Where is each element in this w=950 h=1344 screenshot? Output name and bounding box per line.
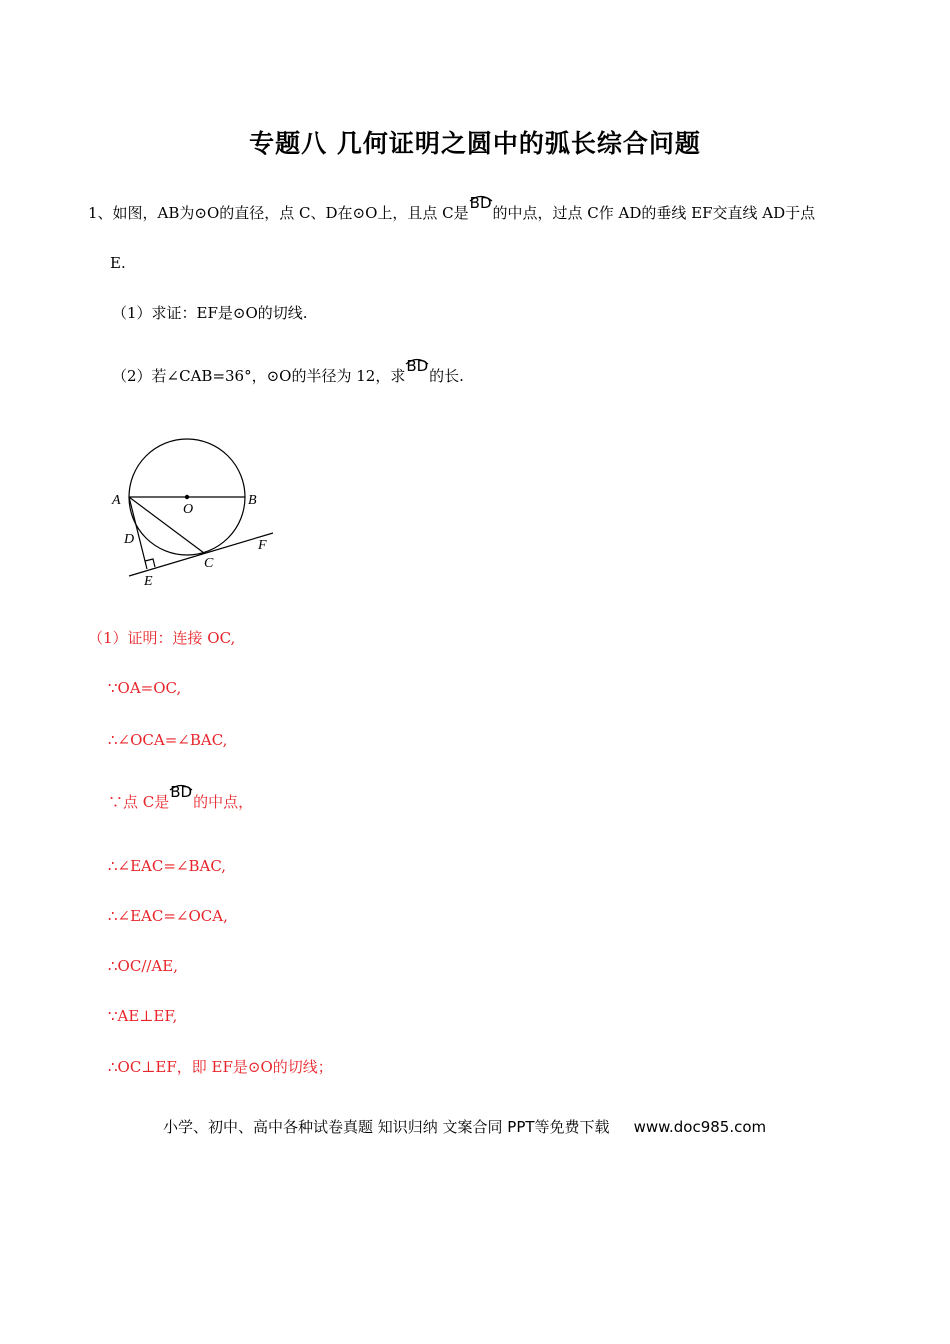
solution-step-9: ∴OC⊥EF，即 EF是⊙O的切线； xyxy=(108,1058,333,1076)
solution-step-3: ∴∠OCA=∠BAC, xyxy=(108,731,228,749)
label-e: E xyxy=(144,574,153,589)
problem-part-1: （1）求证：EF是⊙O的切线. xyxy=(112,304,308,322)
page-title: 专题八 几何证明之圆中的弧长综合问题 xyxy=(249,129,701,158)
label-o: O xyxy=(183,502,194,517)
solution-step-6: ∴∠EAC=∠OCA, xyxy=(108,907,228,925)
problem-line-2: E. xyxy=(110,254,126,272)
part2-text-end: 的长. xyxy=(429,367,464,385)
label-a: A xyxy=(112,493,121,508)
solution-step-5: ∴∠EAC=∠BAC, xyxy=(108,857,227,875)
solution-step-7: ∴OC//AE, xyxy=(108,957,178,975)
step4-text-start: ∵点 C是 xyxy=(108,793,170,811)
solution-step-8: ∵AE⊥EF, xyxy=(108,1007,178,1025)
label-f: F xyxy=(258,538,267,553)
page-footer xyxy=(163,1116,766,1137)
problem-line-1 xyxy=(88,194,816,223)
label-d: D xyxy=(124,532,135,547)
footer-url[interactable]: www.doc985.com xyxy=(633,1118,767,1136)
tangent-ef xyxy=(129,533,273,576)
arc-bd-label: BD xyxy=(469,194,492,212)
label-b: B xyxy=(248,493,257,508)
label-c: C xyxy=(204,556,214,571)
footer-text: 小学、初中、高中各种试卷真题 知识归纳 文案合同 PPT等免费下载 xyxy=(163,1118,610,1136)
solution-step-4 xyxy=(108,783,254,812)
problem-text-end: 的中点，过点 C作 AD的垂线 EF交直线 AD于点 xyxy=(492,204,816,222)
center-dot xyxy=(185,495,189,499)
arc-bd-label-2: BD xyxy=(406,357,429,375)
problem-part-2 xyxy=(112,357,464,386)
problem-text-start: 1、如图，AB为⊙O的直径，点 C、D在⊙O上，且点 C是 xyxy=(88,204,469,222)
solution-step-1: （1）证明：连接 OC, xyxy=(88,629,236,647)
solution-step-2: ∵OA=OC, xyxy=(108,679,182,697)
part2-text-start: （2）若∠CAB=36°，⊙O的半径为 12，求 xyxy=(112,367,406,385)
step4-text-end: 的中点， xyxy=(193,793,254,811)
arc-bd-label-3: BD xyxy=(170,783,193,801)
geometry-figure xyxy=(108,432,288,592)
